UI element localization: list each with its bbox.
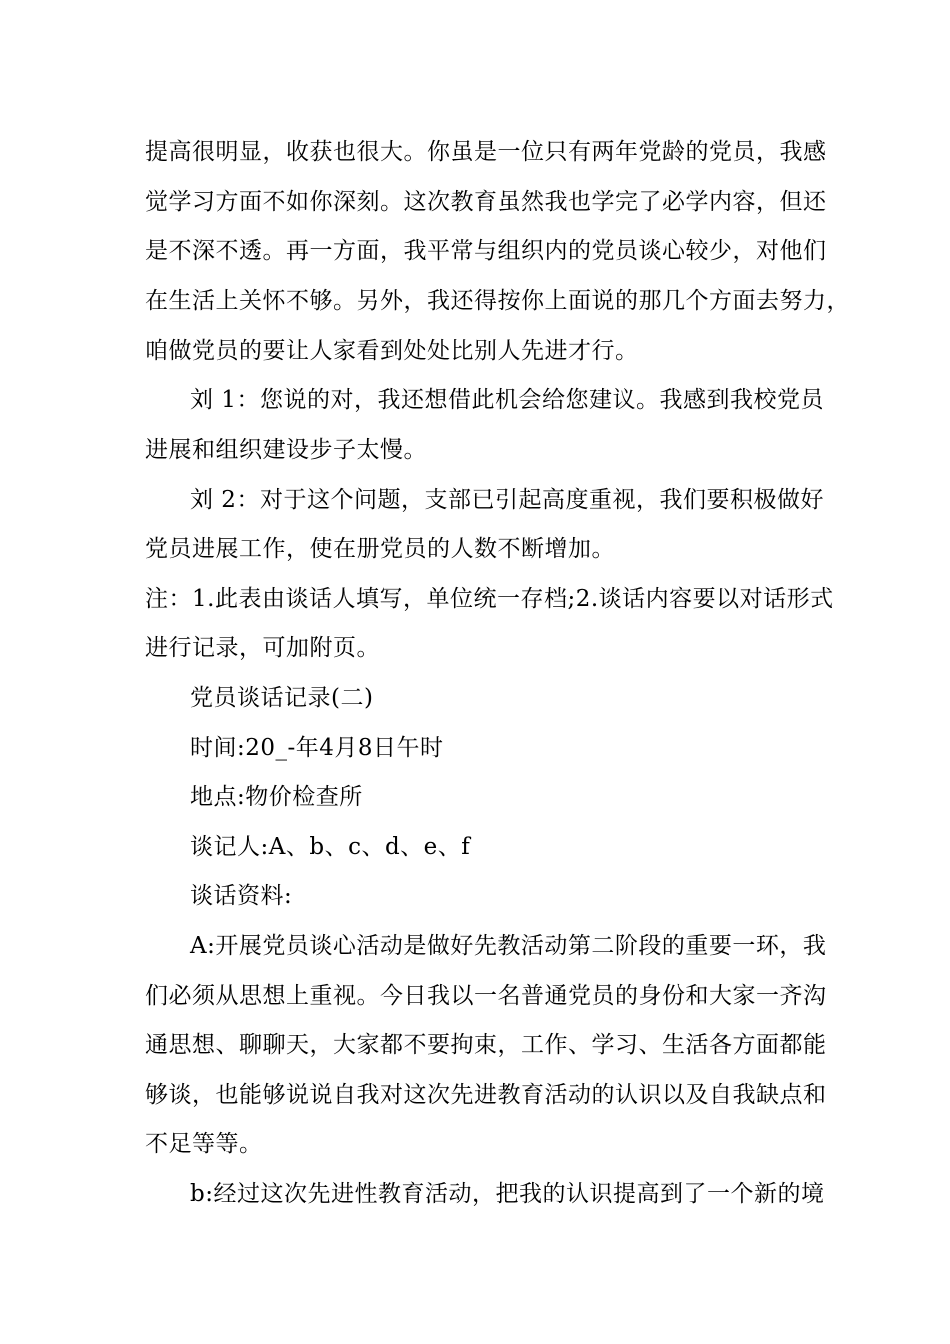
text-line: 够谈，也能够说说自我对这次先进教育活动的认识以及自我缺点和: [145, 1082, 827, 1108]
text-line: 谈记人:A、b、c、d、e、f: [190, 834, 471, 860]
text-line: 注：1.此表由谈话人填写，单位统一存档;2.谈话内容要以对话形式: [145, 586, 834, 612]
text-line: 谈话资料:: [190, 883, 293, 909]
text-line: 刘 1：您说的对，我还想借此机会给您建议。我感到我校党员: [190, 387, 824, 413]
text-line: 在生活上关怀不够。另外，我还得按你上面说的那几个方面去努力，: [145, 288, 850, 314]
text-line: 咱做党员的要让人家看到处处比别人先进才行。: [145, 338, 639, 364]
text-line: 地点:物价检查所: [190, 784, 363, 810]
text-line: A:开展党员谈心活动是做好先教活动第二阶段的重要一环，我: [190, 933, 827, 959]
text-line: 提高很明显，收获也很大。你虽是一位只有两年党龄的党员，我感: [145, 139, 827, 165]
text-line: 进行记录，可加附页。: [145, 635, 380, 661]
text-line: 时间:20_-年4月8日午时: [190, 735, 444, 761]
text-line: 不足等等。: [145, 1131, 263, 1157]
section-title: 党员谈话记录(二): [190, 685, 374, 711]
text-line: 们必须从思想上重视。今日我以一名普通党员的身份和大家一齐沟: [145, 983, 827, 1009]
text-line: 觉学习方面不如你深刻。这次教育虽然我也学完了必学内容，但还: [145, 189, 827, 215]
text-line: 通思想、聊聊天，大家都不要拘束，工作、学习、生活各方面都能: [145, 1032, 827, 1058]
text-line: 党员进展工作，使在册党员的人数不断增加。: [145, 536, 615, 562]
text-line: 进展和组织建设步子太慢。: [145, 437, 427, 463]
text-line: 是不深不透。再一方面，我平常与组织内的党员谈心较少，对他们: [145, 238, 827, 264]
text-line: b:经过这次先进性教育活动，把我的认识提高到了一个新的境: [190, 1181, 825, 1207]
text-line: 刘 2：对于这个问题，支部已引起高度重视，我们要积极做好: [190, 487, 824, 513]
